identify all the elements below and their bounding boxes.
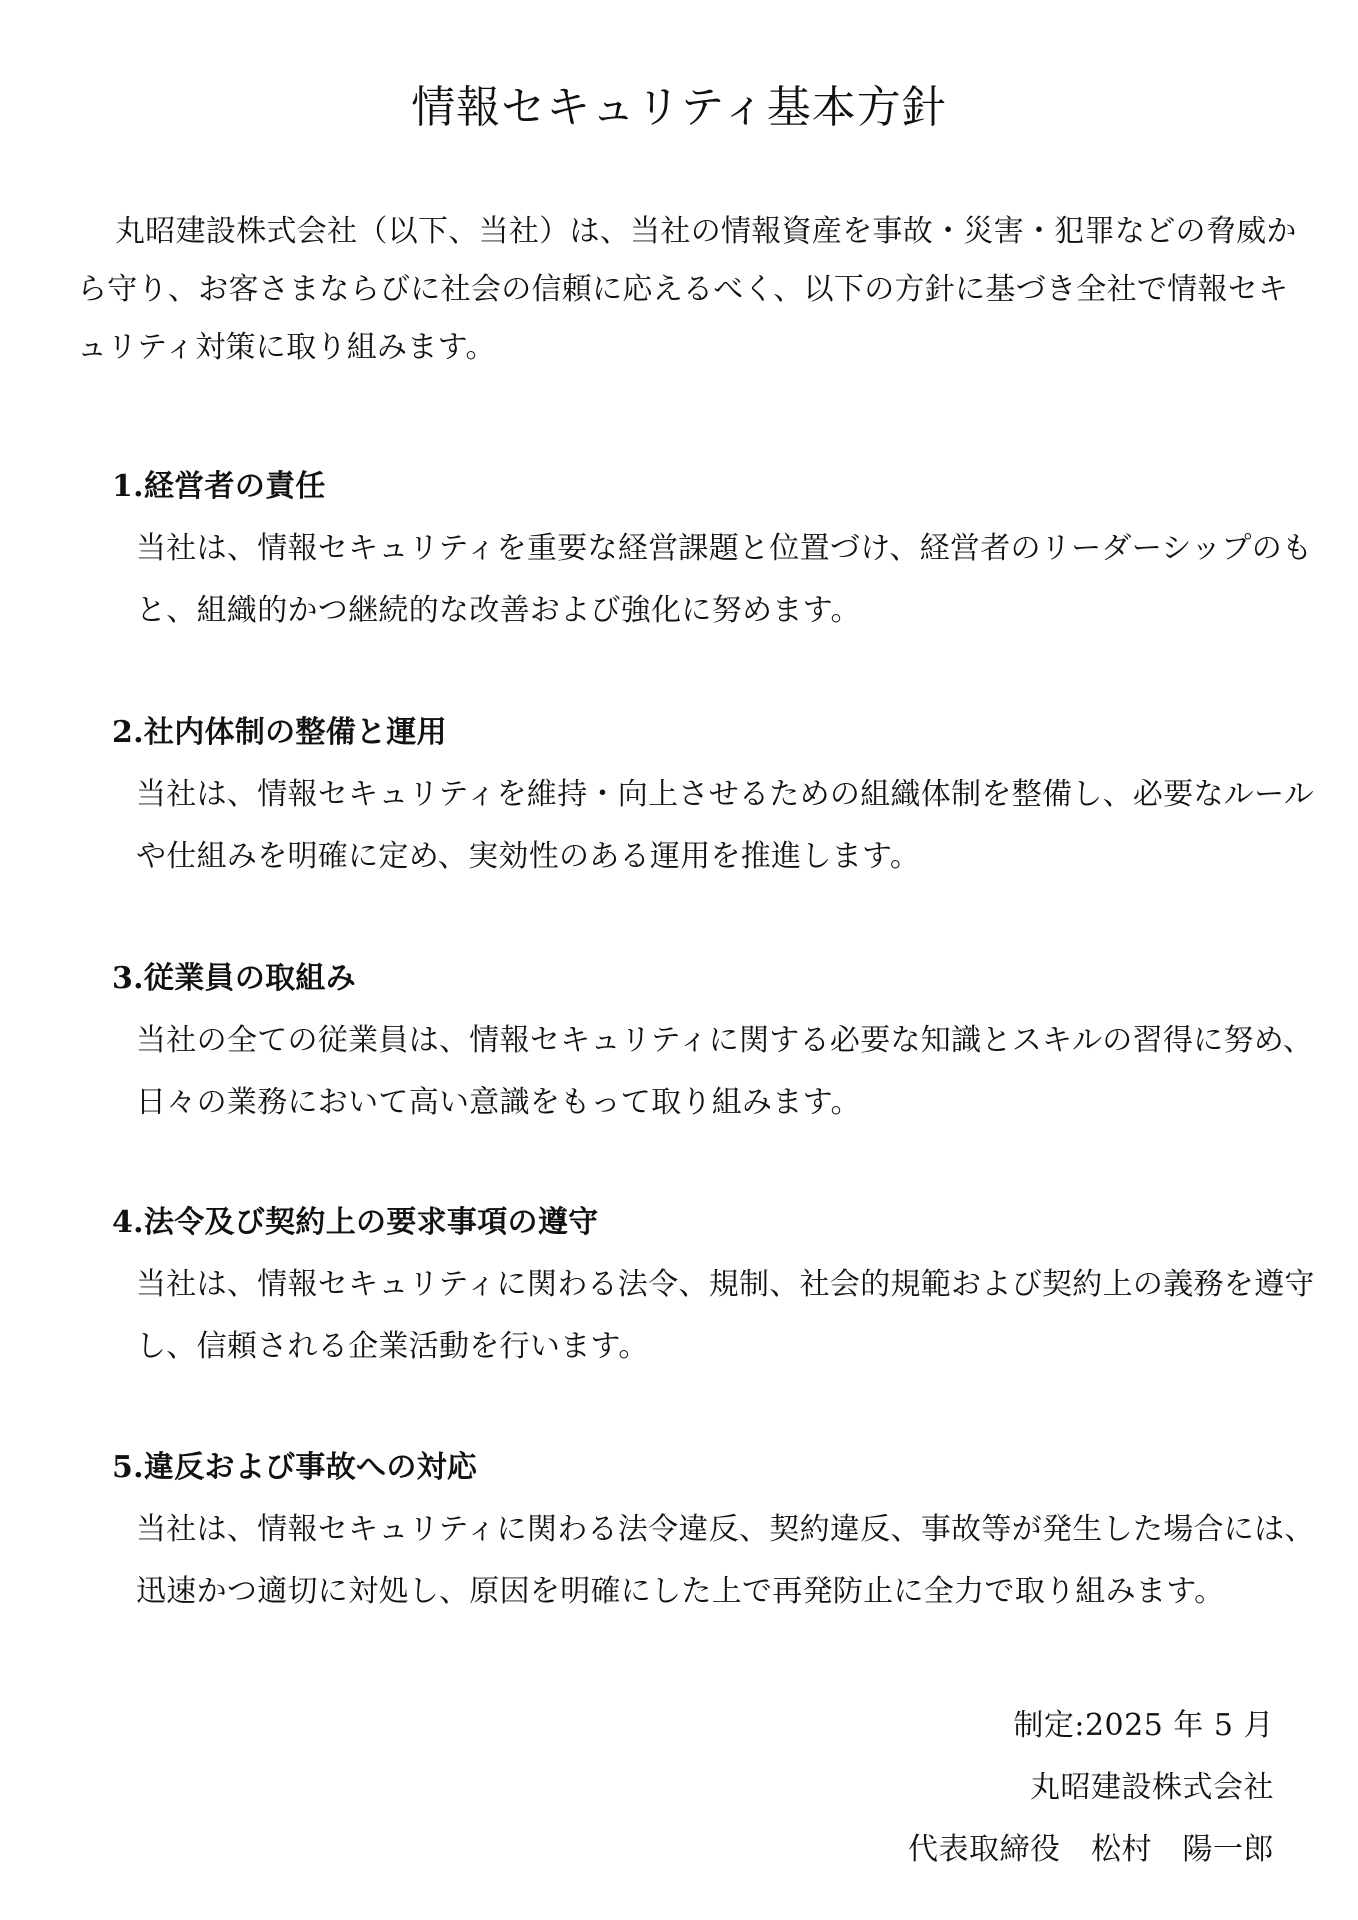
section-heading: 2.社内体制の整備と運用 [112,715,447,750]
intro-paragraph: 丸昭建設株式会社（以下、当社）は、当社の情報資産を事故・災害・犯罪などの脅威から守り、お客さまならびに社会の信頼に応えるべく、以下の方針に基づき全社で情報セキュリティ対策に取り組みます。 [77,214,1297,365]
section-employee-efforts [112,954,1314,1134]
established-date: 制定:2025 年 5 月 [1013,1708,1274,1743]
section-body: 当社は、情報セキュリティを重要な経営課題と位置づけ、経営者のリーダーシップのもと、組織的かつ継続的な改善および強化に努めます。 [136,531,1313,628]
section-body: 当社は、情報セキュリティを維持・向上させるための組織体制を整備し、必要なルールや仕組みを明確に定め、実効性のある運用を推進します。 [136,777,1315,874]
section-body: 当社の全ての従業員は、情報セキュリティに関する必要な知識とスキルの習得に努め、日々の業務において高い意識をもって取り組みます。 [136,1023,1314,1120]
page-title: 情報セキュリティ基本方針 [411,82,947,133]
section-heading: 5.違反および事故への対応 [112,1450,478,1485]
signature-block [908,1695,1274,1881]
section-body: 当社は、情報セキュリティに関わる法令違反、契約違反、事故等が発生した場合には、迅速かつ適切に対処し、原因を明確にした上で再発防止に全力で取り組みます。 [136,1512,1315,1609]
section-management-responsibility [112,462,1313,642]
section-heading: 1.経営者の責任 [112,469,326,504]
section-incident-response [112,1443,1315,1623]
section-body: 当社は、情報セキュリティに関わる法令、規制、社会的規範および契約上の義務を遵守し、信頼される企業活動を行います。 [136,1267,1315,1364]
company-name: 丸昭建設株式会社 [1030,1770,1274,1805]
section-heading: 3.従業員の取組み [112,961,357,996]
section-legal-compliance [112,1198,1315,1378]
section-internal-structure [112,708,1315,888]
representative-name: 代表取締役 松村 陽一郎 [908,1832,1274,1867]
section-heading: 4.法令及び契約上の要求事項の遵守 [112,1205,599,1240]
